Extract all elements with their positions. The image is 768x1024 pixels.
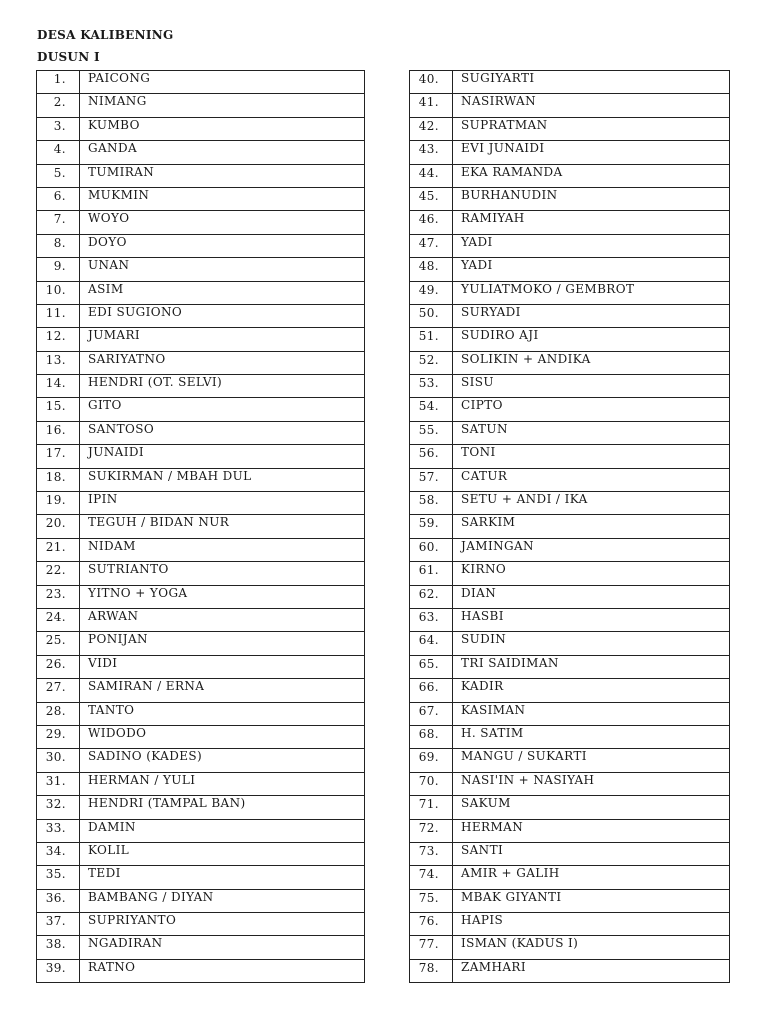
table-row (410, 375, 730, 398)
row-number: 21. (37, 538, 80, 561)
table-row (37, 585, 365, 608)
resident-name: DIAN (453, 585, 730, 608)
table-row (37, 141, 365, 164)
table-row (37, 375, 365, 398)
table-row (410, 772, 730, 795)
resident-name: KUMBO (80, 117, 365, 140)
resident-name: SUKIRMAN / MBAH DUL (80, 468, 365, 491)
resident-name: UNAN (80, 258, 365, 281)
row-number: 28. (37, 702, 80, 725)
resident-name: SUDIRO AJI (453, 328, 730, 351)
resident-name: AMIR + GALIH (453, 866, 730, 889)
table-row (37, 468, 365, 491)
resident-name: KASIMAN (453, 702, 730, 725)
row-number: 45. (410, 187, 453, 210)
table-row (37, 655, 365, 678)
resident-name: HENDRI (TAMPAL BAN) (80, 796, 365, 819)
row-number: 76. (410, 913, 453, 936)
table-row (410, 585, 730, 608)
row-number: 77. (410, 936, 453, 959)
row-number: 42. (410, 117, 453, 140)
row-number: 69. (410, 749, 453, 772)
table-row (37, 959, 365, 982)
resident-name: SUDIN (453, 632, 730, 655)
resident-name: HERMAN (453, 819, 730, 842)
table-row (37, 94, 365, 117)
table-row (37, 913, 365, 936)
row-number: 19. (37, 492, 80, 515)
resident-name: HENDRI (OT. SELVI) (80, 375, 365, 398)
table-row (37, 702, 365, 725)
table-row (37, 117, 365, 140)
table-row (410, 187, 730, 210)
resident-name: H. SATIM (453, 725, 730, 748)
table-row (410, 117, 730, 140)
row-number: 75. (410, 889, 453, 912)
resident-name: EVI JUNAIDI (453, 141, 730, 164)
resident-name: SAKUM (453, 796, 730, 819)
table-row (37, 258, 365, 281)
row-number: 40. (410, 71, 453, 94)
row-number: 74. (410, 866, 453, 889)
row-number: 65. (410, 655, 453, 678)
resident-name: NIDAM (80, 538, 365, 561)
resident-name: VIDI (80, 655, 365, 678)
resident-name: SUPRIYANTO (80, 913, 365, 936)
row-number: 55. (410, 421, 453, 444)
table-row (410, 234, 730, 257)
resident-name: DOYO (80, 234, 365, 257)
row-number: 7. (37, 211, 80, 234)
row-number: 71. (410, 796, 453, 819)
row-number: 1. (37, 71, 80, 94)
row-number: 39. (37, 959, 80, 982)
resident-name: TEDI (80, 866, 365, 889)
resident-name: DAMIN (80, 819, 365, 842)
table-row (410, 141, 730, 164)
table-row (37, 608, 365, 631)
resident-name: TEGUH / BIDAN NUR (80, 515, 365, 538)
table-row (37, 445, 365, 468)
resident-name: YULIATMOKO / GEMBROT (453, 281, 730, 304)
row-number: 15. (37, 398, 80, 421)
resident-name: JUNAIDI (80, 445, 365, 468)
row-number: 52. (410, 351, 453, 374)
row-number: 11. (37, 304, 80, 327)
table-row (37, 281, 365, 304)
table-row (410, 866, 730, 889)
resident-name: HASBI (453, 608, 730, 631)
table-row (410, 421, 730, 444)
resident-name: WOYO (80, 211, 365, 234)
resident-name: TUMIRAN (80, 164, 365, 187)
table-row (37, 819, 365, 842)
table-row (37, 772, 365, 795)
resident-name: NIMANG (80, 94, 365, 117)
row-number: 31. (37, 772, 80, 795)
resident-name: HERMAN / YULI (80, 772, 365, 795)
row-number: 30. (37, 749, 80, 772)
resident-name: SANTI (453, 842, 730, 865)
resident-name: SARKIM (453, 515, 730, 538)
resident-name: KIRNO (453, 562, 730, 585)
row-number: 53. (410, 375, 453, 398)
row-number: 60. (410, 538, 453, 561)
table-row (37, 421, 365, 444)
resident-name: SADINO (KADES) (80, 749, 365, 772)
row-number: 4. (37, 141, 80, 164)
row-number: 73. (410, 842, 453, 865)
resident-name: NASIRWAN (453, 94, 730, 117)
table-row (410, 959, 730, 982)
table-row (410, 304, 730, 327)
table-row (37, 164, 365, 187)
resident-name: SURYADI (453, 304, 730, 327)
resident-name: RATNO (80, 959, 365, 982)
table-row (410, 281, 730, 304)
roster-table-left-body (37, 71, 365, 983)
table-row (410, 515, 730, 538)
row-number: 8. (37, 234, 80, 257)
table-row (410, 819, 730, 842)
resident-name: SUGIYARTI (453, 71, 730, 94)
row-number: 43. (410, 141, 453, 164)
row-number: 14. (37, 375, 80, 398)
row-number: 49. (410, 281, 453, 304)
resident-name: MBAK GIYANTI (453, 889, 730, 912)
roster-table-right-body (410, 71, 730, 983)
row-number: 63. (410, 608, 453, 631)
row-number: 34. (37, 842, 80, 865)
row-number: 26. (37, 655, 80, 678)
row-number: 47. (410, 234, 453, 257)
resident-name: SARIYATNO (80, 351, 365, 374)
row-number: 13. (37, 351, 80, 374)
resident-name: RAMIYAH (453, 211, 730, 234)
table-row (37, 492, 365, 515)
table-row (410, 468, 730, 491)
resident-name: SAMIRAN / ERNA (80, 679, 365, 702)
row-number: 50. (410, 304, 453, 327)
row-number: 61. (410, 562, 453, 585)
resident-name: EKA RAMANDA (453, 164, 730, 187)
row-number: 37. (37, 913, 80, 936)
table-row (410, 398, 730, 421)
row-number: 66. (410, 679, 453, 702)
resident-name: IPIN (80, 492, 365, 515)
row-number: 58. (410, 492, 453, 515)
row-number: 46. (410, 211, 453, 234)
table-row (410, 796, 730, 819)
table-row (37, 211, 365, 234)
row-number: 22. (37, 562, 80, 585)
table-row (37, 515, 365, 538)
resident-name: EDI SUGIONO (80, 304, 365, 327)
table-row (37, 936, 365, 959)
row-number: 5. (37, 164, 80, 187)
table-row (410, 889, 730, 912)
table-row (410, 936, 730, 959)
resident-name: ZAMHARI (453, 959, 730, 982)
row-number: 67. (410, 702, 453, 725)
row-number: 25. (37, 632, 80, 655)
table-row (410, 749, 730, 772)
table-row (37, 679, 365, 702)
resident-name: PAICONG (80, 71, 365, 94)
row-number: 51. (410, 328, 453, 351)
row-number: 27. (37, 679, 80, 702)
resident-name: YITNO + YOGA (80, 585, 365, 608)
row-number: 36. (37, 889, 80, 912)
row-number: 48. (410, 258, 453, 281)
table-row (37, 632, 365, 655)
resident-name: GANDA (80, 141, 365, 164)
table-row (410, 632, 730, 655)
resident-name: GITO (80, 398, 365, 421)
row-number: 3. (37, 117, 80, 140)
table-row (410, 351, 730, 374)
table-row (410, 562, 730, 585)
table-row (37, 842, 365, 865)
row-number: 12. (37, 328, 80, 351)
resident-name: SISU (453, 375, 730, 398)
resident-name: KOLIL (80, 842, 365, 865)
table-row (37, 328, 365, 351)
table-row (37, 889, 365, 912)
resident-name: ASIM (80, 281, 365, 304)
resident-name: TANTO (80, 702, 365, 725)
resident-name: CIPTO (453, 398, 730, 421)
table-row (37, 398, 365, 421)
table-row (410, 328, 730, 351)
row-number: 2. (37, 94, 80, 117)
table-row (410, 655, 730, 678)
resident-name: BURHANUDIN (453, 187, 730, 210)
resident-name: TRI SAIDIMAN (453, 655, 730, 678)
resident-name: SATUN (453, 421, 730, 444)
row-number: 16. (37, 421, 80, 444)
resident-name: NASI'IN + NASIYAH (453, 772, 730, 795)
row-number: 62. (410, 585, 453, 608)
resident-name: ARWAN (80, 608, 365, 631)
resident-name: HAPIS (453, 913, 730, 936)
resident-name: WIDODO (80, 725, 365, 748)
table-row (37, 796, 365, 819)
table-row (37, 562, 365, 585)
roster-table-right (409, 70, 730, 983)
table-row (410, 258, 730, 281)
table-row (410, 702, 730, 725)
resident-name: CATUR (453, 468, 730, 491)
table-row (37, 749, 365, 772)
resident-name: SOLIKIN + ANDIKA (453, 351, 730, 374)
hamlet-subtitle: DUSUN I (37, 50, 100, 64)
row-number: 38. (37, 936, 80, 959)
row-number: 78. (410, 959, 453, 982)
table-row (410, 94, 730, 117)
row-number: 23. (37, 585, 80, 608)
row-number: 35. (37, 866, 80, 889)
table-row (37, 234, 365, 257)
row-number: 54. (410, 398, 453, 421)
resident-name: KADIR (453, 679, 730, 702)
row-number: 10. (37, 281, 80, 304)
resident-name: NGADIRAN (80, 936, 365, 959)
table-row (410, 538, 730, 561)
table-row (37, 71, 365, 94)
resident-name: MANGU / SUKARTI (453, 749, 730, 772)
table-row (410, 913, 730, 936)
row-number: 9. (37, 258, 80, 281)
resident-name: TONI (453, 445, 730, 468)
row-number: 33. (37, 819, 80, 842)
table-row (37, 866, 365, 889)
village-title: DESA KALIBENING (37, 28, 174, 42)
table-row (37, 187, 365, 210)
row-number: 70. (410, 772, 453, 795)
row-number: 29. (37, 725, 80, 748)
resident-name: YADI (453, 234, 730, 257)
table-row (410, 164, 730, 187)
row-number: 17. (37, 445, 80, 468)
row-number: 59. (410, 515, 453, 538)
resident-name: YADI (453, 258, 730, 281)
row-number: 18. (37, 468, 80, 491)
resident-name: MUKMIN (80, 187, 365, 210)
row-number: 56. (410, 445, 453, 468)
row-number: 57. (410, 468, 453, 491)
row-number: 6. (37, 187, 80, 210)
row-number: 24. (37, 608, 80, 631)
resident-name: SANTOSO (80, 421, 365, 444)
table-row (410, 71, 730, 94)
row-number: 68. (410, 725, 453, 748)
resident-name: JAMINGAN (453, 538, 730, 561)
roster-table-left (36, 70, 365, 983)
row-number: 20. (37, 515, 80, 538)
table-row (410, 492, 730, 515)
table-row (37, 304, 365, 327)
row-number: 72. (410, 819, 453, 842)
table-row (410, 608, 730, 631)
resident-name: SUPRATMAN (453, 117, 730, 140)
row-number: 64. (410, 632, 453, 655)
row-number: 44. (410, 164, 453, 187)
resident-name: SUTRIANTO (80, 562, 365, 585)
resident-name: BAMBANG / DIYAN (80, 889, 365, 912)
row-number: 32. (37, 796, 80, 819)
resident-name: SETU + ANDI / IKA (453, 492, 730, 515)
resident-name: JUMARI (80, 328, 365, 351)
resident-name: PONIJAN (80, 632, 365, 655)
table-row (410, 679, 730, 702)
table-row (410, 842, 730, 865)
table-row (410, 211, 730, 234)
table-row (37, 725, 365, 748)
row-number: 41. (410, 94, 453, 117)
table-row (410, 445, 730, 468)
table-row (37, 538, 365, 561)
table-row (37, 351, 365, 374)
resident-name: ISMAN (KADUS I) (453, 936, 730, 959)
table-row (410, 725, 730, 748)
